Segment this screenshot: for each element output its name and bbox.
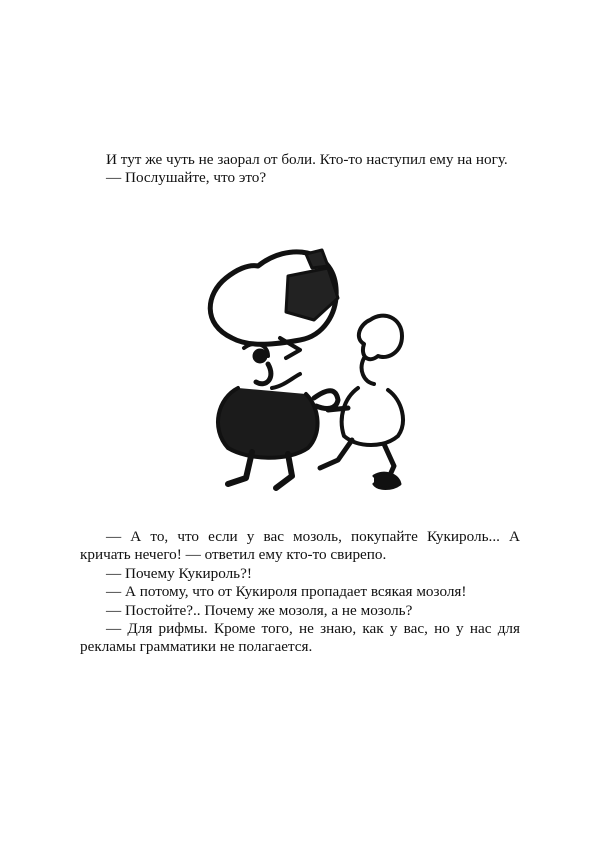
cartoon-illustration-icon bbox=[188, 238, 420, 494]
cartoon-drawing bbox=[188, 238, 420, 494]
small-face bbox=[362, 358, 374, 384]
leg-1 bbox=[228, 452, 252, 484]
paragraph: — Послушайте, что это? bbox=[106, 169, 267, 187]
mouth bbox=[272, 374, 300, 388]
small-body bbox=[342, 388, 403, 445]
small-arm bbox=[328, 408, 348, 410]
tuft bbox=[306, 250, 328, 268]
paragraph: И тут же чуть не заорал от боли. Кто-то наступил ему на ногу. bbox=[106, 151, 508, 168]
small-shoe bbox=[374, 473, 400, 488]
arm bbox=[314, 391, 338, 409]
text-block-top bbox=[80, 151, 520, 188]
coat bbox=[218, 388, 318, 458]
paragraph: — Почему Кукироль?! bbox=[106, 564, 252, 582]
paragraph: — Постойте?.. Почему же мозоля, а не мозоль? bbox=[106, 601, 413, 619]
nose bbox=[256, 364, 271, 384]
text-block-bottom bbox=[80, 528, 520, 657]
paragraph: — А потому, что от Кукироля пропадает всякая мозоля! bbox=[106, 583, 467, 601]
small-leg-1 bbox=[320, 440, 352, 468]
small-head bbox=[359, 316, 402, 360]
pupil bbox=[255, 351, 265, 361]
paragraph: — А то, что если у вас мозоль, покупайте Кукироль... А кричать нечего! — ответил ему кто-то свирепо. bbox=[80, 528, 520, 564]
paragraph: — Для рифмы. Кроме того, не знаю, как у вас, но у нас для рекламы грамматики не полагается. bbox=[80, 620, 520, 656]
